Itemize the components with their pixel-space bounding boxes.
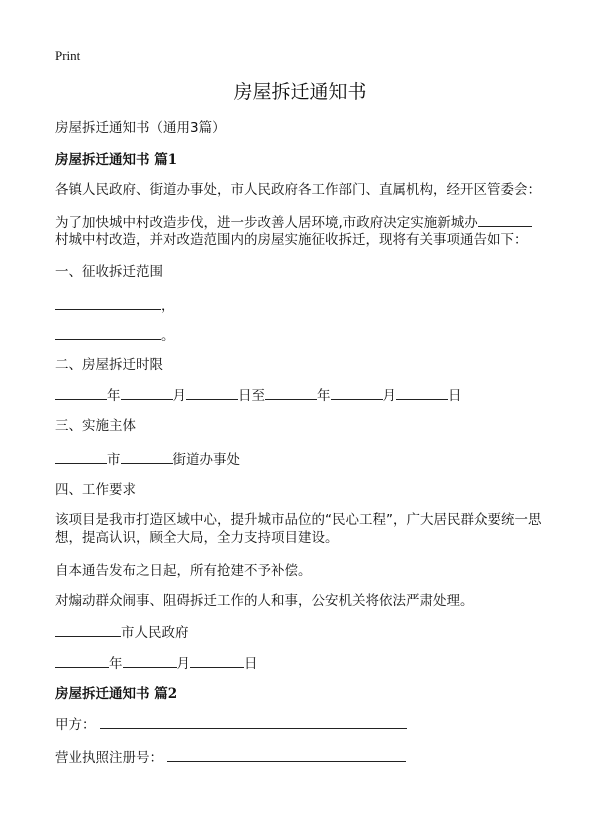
section2-heading: 二、房屋拆迁时限 [55,357,163,373]
requirement2: 自本通告发布之日起，所有抢建不予补偿。 [55,563,312,579]
unit: 街道办事处 [172,452,240,468]
license-line [55,748,406,767]
blank-field [186,386,238,400]
unit: 日 [244,656,258,672]
license-field [167,748,406,762]
blank-field [121,450,173,464]
signature-line [55,623,189,642]
intro-line1 [55,213,532,232]
blank-field [55,450,107,464]
punct: ， [161,298,175,314]
unit: 月 [176,656,190,672]
blank-field [331,386,383,400]
page-title: 房屋拆迁通知书 [233,81,367,103]
party-a-line [55,715,407,734]
intro-text: 为了加快城中村改造步伐，进一步改善人居环境,市政府决定实施新城办 [55,215,478,231]
intro-line2: 村城中村改造，并对改造范围内的房屋实施征收拆迁，现将有关事项通告如下： [55,232,528,248]
unit: 月 [172,388,186,404]
unit: 年 [109,656,123,672]
requirement1-line1: 该项目是我市打造区域中心，提升城市品位的“民心工程”，广大居民群众要统一思 [55,512,542,528]
blank-field [121,386,173,400]
unit: 日 [448,388,462,404]
signature: 市人民政府 [121,625,189,641]
scope-blank2 [55,326,175,345]
party-a-label: 甲方： [55,717,96,733]
blank-field [478,213,532,227]
part2-heading: 房屋拆迁通知书 篇2 [55,686,178,702]
unit: 市 [107,452,121,468]
scope-blank1 [55,296,175,315]
time-limit-line [55,386,462,405]
blank-field [55,654,109,668]
blank-field [396,386,448,400]
requirement1-line2: 想，提高认识，顾全大局，全力支持项目建设。 [55,530,339,546]
section3-heading: 三、实施主体 [55,418,136,434]
print-link[interactable]: Print [55,48,81,63]
blank-field [190,654,244,668]
blank-field [265,386,317,400]
party-a-field [100,715,407,729]
part1-heading: 房屋拆迁通知书 篇1 [55,152,178,168]
requirement3: 对煽动群众闹事、阻碍拆迁工作的人和事，公安机关将依法严肃处理。 [55,593,474,609]
section1-heading: 一、征收拆迁范围 [55,264,163,280]
sign-date-line [55,654,258,673]
punct: 。 [161,328,175,344]
unit: 年 [317,388,331,404]
section4-heading: 四、工作要求 [55,482,136,498]
blank-field [55,326,161,340]
blank-field [55,623,121,637]
addressee: 各镇人民政府、街道办事处，市人民政府各工作部门、直属机构，经开区管委会： [55,182,541,198]
blank-field [55,386,107,400]
blank-field [123,654,177,668]
unit: 年 [107,388,121,404]
subject-line [55,450,240,469]
subtitle: 房屋拆迁通知书（通用3篇） [55,120,226,136]
blank-field [55,296,161,310]
unit: 日至 [238,388,265,404]
license-label: 营业执照注册号： [55,750,163,766]
unit: 月 [382,388,396,404]
